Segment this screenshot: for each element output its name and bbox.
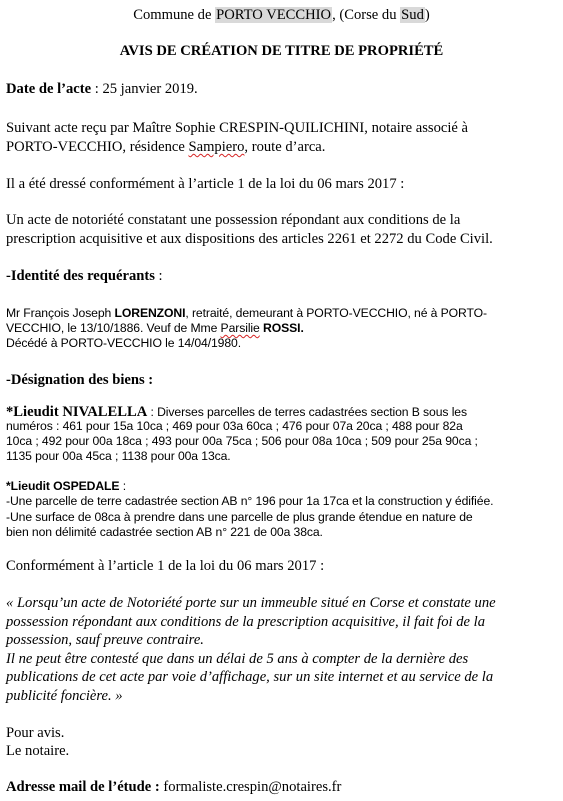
lieudit2-line-1: -Une parcelle de terre cadastrée section AB n° 196 pour 1a 17ca et la construction y édifiée. (6, 494, 494, 508)
requerant-parsilie: Parsilie (220, 321, 260, 335)
intro-line-1: Suivant acte reçu par Maître Sophie CRESPIN-QUILICHINI, notaire associé à (6, 120, 469, 136)
requerant-line-1-a: Mr François Joseph (6, 306, 115, 320)
requerants-heading-colon: : (154, 268, 163, 284)
contact-label: Adresse mail de l’étude : (6, 779, 160, 795)
citation-line-6: publicité foncière. » (6, 688, 123, 704)
intro-sampiero: Sampiero (188, 139, 245, 155)
lieudit2-line-2: -Une surface de 08ca à prendre dans une parcelle de plus grande étendue en nature de (6, 510, 473, 524)
intro-line-2 (6, 139, 557, 156)
commune-suffix-close: ) (424, 7, 430, 23)
lieudit2-colon: : (119, 479, 126, 493)
citation-line-5: publications de cet acte par voie d’affichage, sur un site internet et au service de la (6, 669, 494, 685)
requerants-heading-label: -Identité des requérants (6, 268, 155, 284)
pour-avis: Pour avis. (6, 725, 65, 741)
conformement-line: Conformément à l’article 1 de la loi du 06 mars 2017 : (6, 558, 325, 574)
date-line (6, 81, 557, 98)
requerant-line-2-a: VECCHIO, le 13/10/1886. Veuf de Mme (6, 321, 221, 335)
commune-line (6, 7, 557, 24)
citation-line-1: « Lorsqu’un acte de Notoriété porte sur un immeuble situé en Corse et constate une (6, 595, 496, 611)
requerant-line-3: Décédé à PORTO-VECCHIO le 14/04/1980. (6, 336, 241, 350)
lieudit2-line-3: bien non délimité cadastrée section AB n° 221 de 00a 38ca. (6, 525, 323, 539)
citation-line-2: possession répondant aux conditions de la prescription acquisitive, il fait foi de la (6, 614, 485, 630)
commune-region: Sud (401, 7, 424, 23)
requerant-line-1-c: , retraité, demeurant à PORTO-VECCHIO, né à PORTO- (185, 306, 487, 320)
page-title: AVIS DE CRÉATION DE TITRE DE PROPRIÉTÉ (119, 43, 444, 59)
intro-line-2-part-c: , route d’arca. (244, 139, 326, 155)
notoriete-line-2: prescription acquisitive et aux dispositions des articles 2261 et 2272 du Code Civil. (6, 231, 493, 247)
lieudit1-label: *Lieudit NIVALELLA (6, 404, 148, 420)
lieudit1-line-4: 1135 pour 00a 45ca ; 1138 pour 00a 13ca. (6, 449, 231, 463)
intro-line-2-part-a: PORTO-VECCHIO, résidence (6, 139, 189, 155)
lieudit1-line-3: 10ca ; 492 pour 00a 18ca ; 493 pour 00a 75ca ; 506 pour 08a 10ca ; 509 pour 25a 90ca ; (6, 434, 478, 448)
lieudit1-line-1-text: : Diverses parcelles de terres cadastrées section B sous les (147, 405, 467, 419)
citation-line-4: Il ne peut être contesté que dans un délai de 5 ans à compter de la dernière des (6, 651, 469, 667)
lieudit2-heading (6, 479, 557, 493)
commune-prefix: Commune de (133, 7, 216, 23)
requerant-surname: LORENZONI (114, 306, 186, 320)
requerant-rossi: ROSSI. (263, 321, 304, 335)
requerant-line-1 (6, 306, 557, 320)
date-value: : 25 janvier 2019. (91, 81, 198, 97)
contact-email: formaliste.crespin@notaires.fr (159, 779, 342, 795)
lieudit1-line-2: numéros : 461 pour 15a 10ca ; 469 pour 03a 60ca ; 476 pour 07a 20ca ; 488 pour 82a (6, 419, 463, 433)
requerants-heading (6, 268, 557, 285)
notoriete-line-1: Un acte de notoriété constatant une possession répondant aux conditions de la (6, 212, 461, 228)
commune-suffix: , (Corse du (332, 7, 401, 23)
requerant-line-2 (6, 321, 557, 335)
lieudit2-label: *Lieudit OSPEDALE (6, 479, 120, 493)
contact-line (6, 779, 557, 796)
date-label: Date de l’acte (6, 81, 92, 97)
article-line: Il a été dressé conformément à l’article 1 de la loi du 06 mars 2017 : (6, 176, 405, 192)
commune-name: PORTO VECCHIO (216, 7, 332, 23)
le-notaire: Le notaire. (6, 743, 70, 759)
citation-line-3: possession, sauf preuve contraire. (6, 632, 204, 648)
designation-heading: -Désignation des biens : (6, 372, 154, 388)
